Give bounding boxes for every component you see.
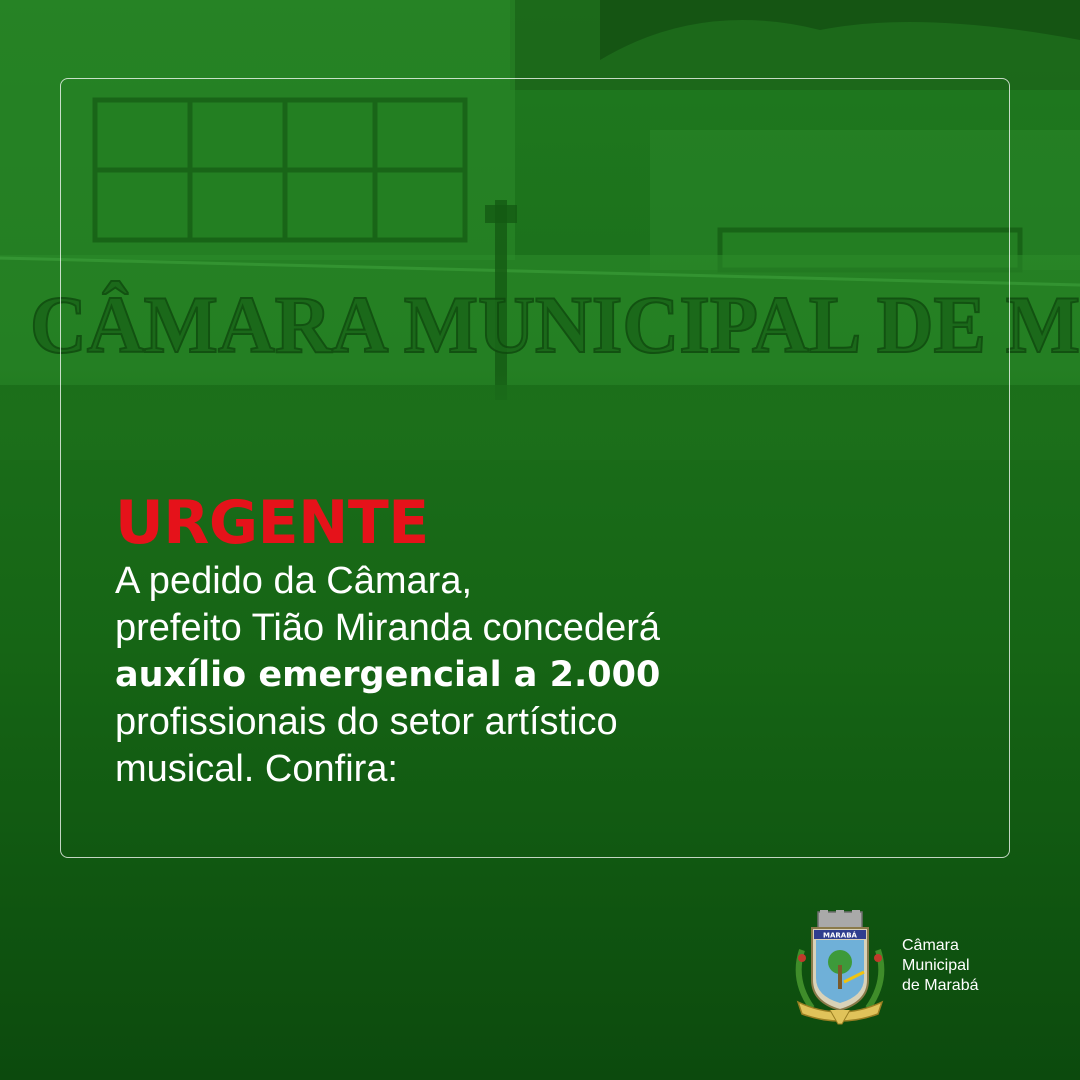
text-line-4: profissionais do setor artístico (115, 701, 618, 743)
text-line-5: musical. Confira: (115, 748, 398, 790)
organization-name (902, 936, 979, 996)
text-line-1: A pedido da Câmara, (115, 560, 473, 602)
announcement-text (115, 558, 975, 793)
headline-urgent: URGENTE (115, 488, 429, 558)
text-line-2: prefeito Tião Miranda concederá (115, 607, 660, 649)
post-content (115, 488, 975, 793)
org-line-3: de Marabá (902, 977, 979, 994)
marabá-coat-of-arms-icon (790, 910, 890, 1025)
logo-lettering: MARABÁ (823, 931, 857, 940)
text-line-3-highlight: auxílio emergencial a 2.000 (115, 655, 661, 695)
org-line-1: Câmara (902, 937, 959, 954)
org-line-2: Municipal (902, 957, 970, 974)
